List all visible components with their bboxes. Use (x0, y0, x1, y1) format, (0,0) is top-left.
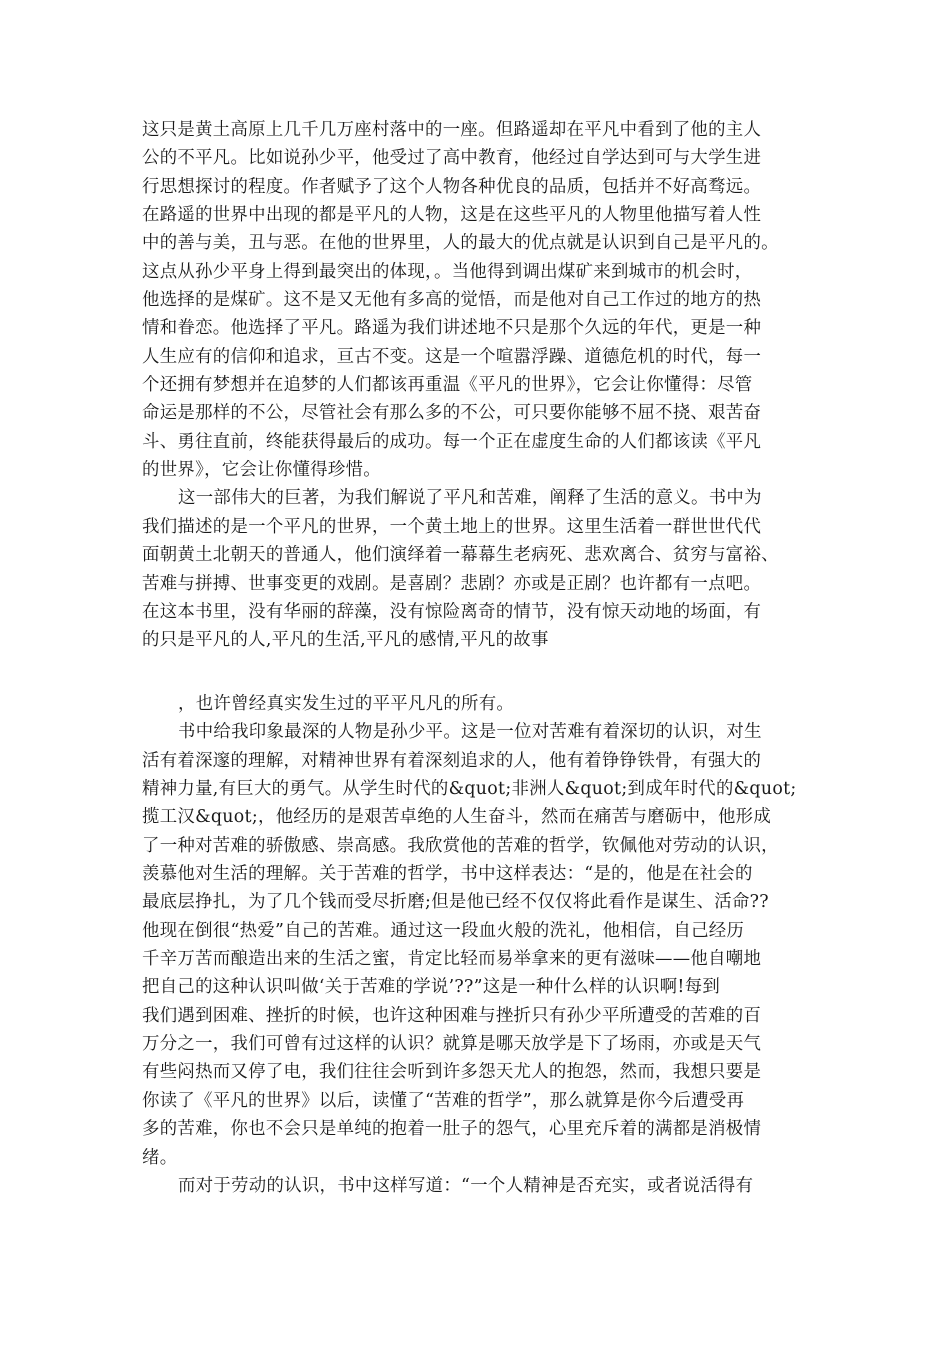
text-line: 精神力量,有巨大的勇气。从学生时代的&quot;非洲人&quot;到成年时代的&quot; (142, 779, 797, 800)
text-line: 斗、勇往直前，终能获得最后的成功。每一个正在虚度生命的人们都该读《平凡 (142, 431, 762, 452)
text-line: 的世界》，它会让你懂得珍惜。 (142, 460, 381, 481)
text-line: 公的不平凡。比如说孙少平，他受过了高中教育，他经过自学达到可与大学生进 (142, 148, 762, 169)
text-line: 书中给我印象最深的人物是孙少平。这是一位对苦难有着深切的认识，对生 (178, 722, 762, 743)
text-line: 在路遥的世界中出现的都是平凡的人物，这是在这些平凡的人物里他描写着人性 (142, 205, 762, 226)
text-line: 有些闷热而又停了电，我们往往会听到许多怨天尤人的抱怨，然而，我想只要是 (142, 1062, 762, 1083)
text-line: 绪。 (142, 1147, 178, 1168)
text-line: 千辛万苦而酿造出来的生活之蜜，肯定比轻而易举拿来的更有滋味——他自嘲地 (142, 949, 762, 970)
text-line: 在这本书里，没有华丽的辞藻，没有惊险离奇的情节，没有惊天动地的场面，有 (142, 601, 762, 622)
text-line: 最底层挣扎，为了几个钱而受尽折磨;但是他已经不仅仅将此看作是谋生、活命?? (142, 892, 769, 913)
text-line: 情和眷恋。他选择了平凡。路遥为我们讲述地不只是那个久远的年代，更是一种 (142, 318, 762, 339)
text-line: 你读了《平凡的世界》以后，读懂了“苦难的哲学”，那么就算是你今后遭受再 (142, 1090, 745, 1111)
text-line: 中的善与美，丑与恶。在他的世界里，人的最大的优点就是认识到自己是平凡的。 (142, 233, 779, 254)
text-line: 多的苦难，你也不会只是单纯的抱着一肚子的怨气，心里充斥着的满都是消极情 (142, 1119, 762, 1140)
text-line: 把自己的这种认识叫做‘关于苦难的学说’??”这是一种什么样的认识啊!每到 (142, 977, 721, 998)
text-line: 个还拥有梦想并在追梦的人们都该再重温《平凡的世界》，它会让你懂得：尽管 (142, 375, 753, 396)
text-line: 行思想探讨的程度。作者赋予了这个人物各种优良的品质，包括并不好高骛远。 (142, 176, 762, 197)
text-line: 我们描述的是一个平凡的世界，一个黄土地上的世界。这里生活着一群世世代代 (142, 516, 762, 537)
text-block-lower (142, 690, 808, 1200)
text-line: 万分之一，我们可曾有过这样的认识？就算是哪天放学是下了场雨，亦或是天气 (142, 1034, 762, 1055)
text-block-upper (142, 116, 808, 655)
text-line: 了一种对苦难的骄傲感、崇高感。我欣赏他的苦难的哲学，钦佩他对劳动的认识， (142, 835, 779, 856)
text-line: 苦难与拼搏、世事变更的戏剧。是喜剧？悲剧？亦或是正剧？也许都有一点吧。 (142, 573, 762, 594)
text-line: 这只是黄土高原上几千几万座村落中的一座。但路遥却在平凡中看到了他的主人 (142, 120, 762, 140)
text-line: 我们遇到困难、挫折的时候，也许这种困难与挫折只有孙少平所遭受的苦难的百 (142, 1005, 762, 1026)
text-line: 这一部伟大的巨著，为我们解说了平凡和苦难，阐释了生活的意义。书中为 (178, 488, 762, 509)
text-line: 人生应有的信仰和追求，亘古不变。这是一个喧嚣浮躁、道德危机的时代，每一 (142, 346, 762, 367)
text-line: 他选择的是煤矿。这不是又无他有多高的觉悟，而是他对自己工作过的地方的热 (142, 290, 762, 311)
text-line: ，也许曾经真实发生过的平平凡凡的所有。 (178, 694, 515, 714)
text-line: 的只是平凡的人,平凡的生活,平凡的感情,平凡的故事 (142, 630, 549, 651)
text-line: 揽工汉&quot;，他经历的是艰苦卓绝的人生奋斗，然而在痛苦与磨砺中，他形成 (142, 807, 772, 828)
text-line: 这点从孙少平身上得到最突出的体现，。当他得到调出煤矿来到城市的机会时， (142, 261, 753, 282)
text-line: 而对于劳动的认识，书中这样写道：“一个人精神是否充实，或者说活得有 (178, 1175, 754, 1196)
text-line: 他现在倒很“热爱”自己的苦难。通过这一段血火般的洗礼，他相信，自己经历 (142, 920, 745, 941)
text-line: 活有着深邃的理解，对精神世界有着深刻追求的人，他有着铮铮铁骨，有强大的 (142, 750, 762, 771)
text-line: 命运是那样的不公，尽管社会有那么多的不公，可只要你能够不屈不挠、艰苦奋 (142, 403, 762, 424)
text-line: 面朝黄土北朝天的普通人，他们演绎着一幕幕生老病死、悲欢离合、贫穷与富裕、 (142, 545, 779, 566)
text-line: 羡慕他对生活的理解。关于苦难的哲学，书中这样表达：“是的，他是在社会的 (142, 864, 753, 885)
